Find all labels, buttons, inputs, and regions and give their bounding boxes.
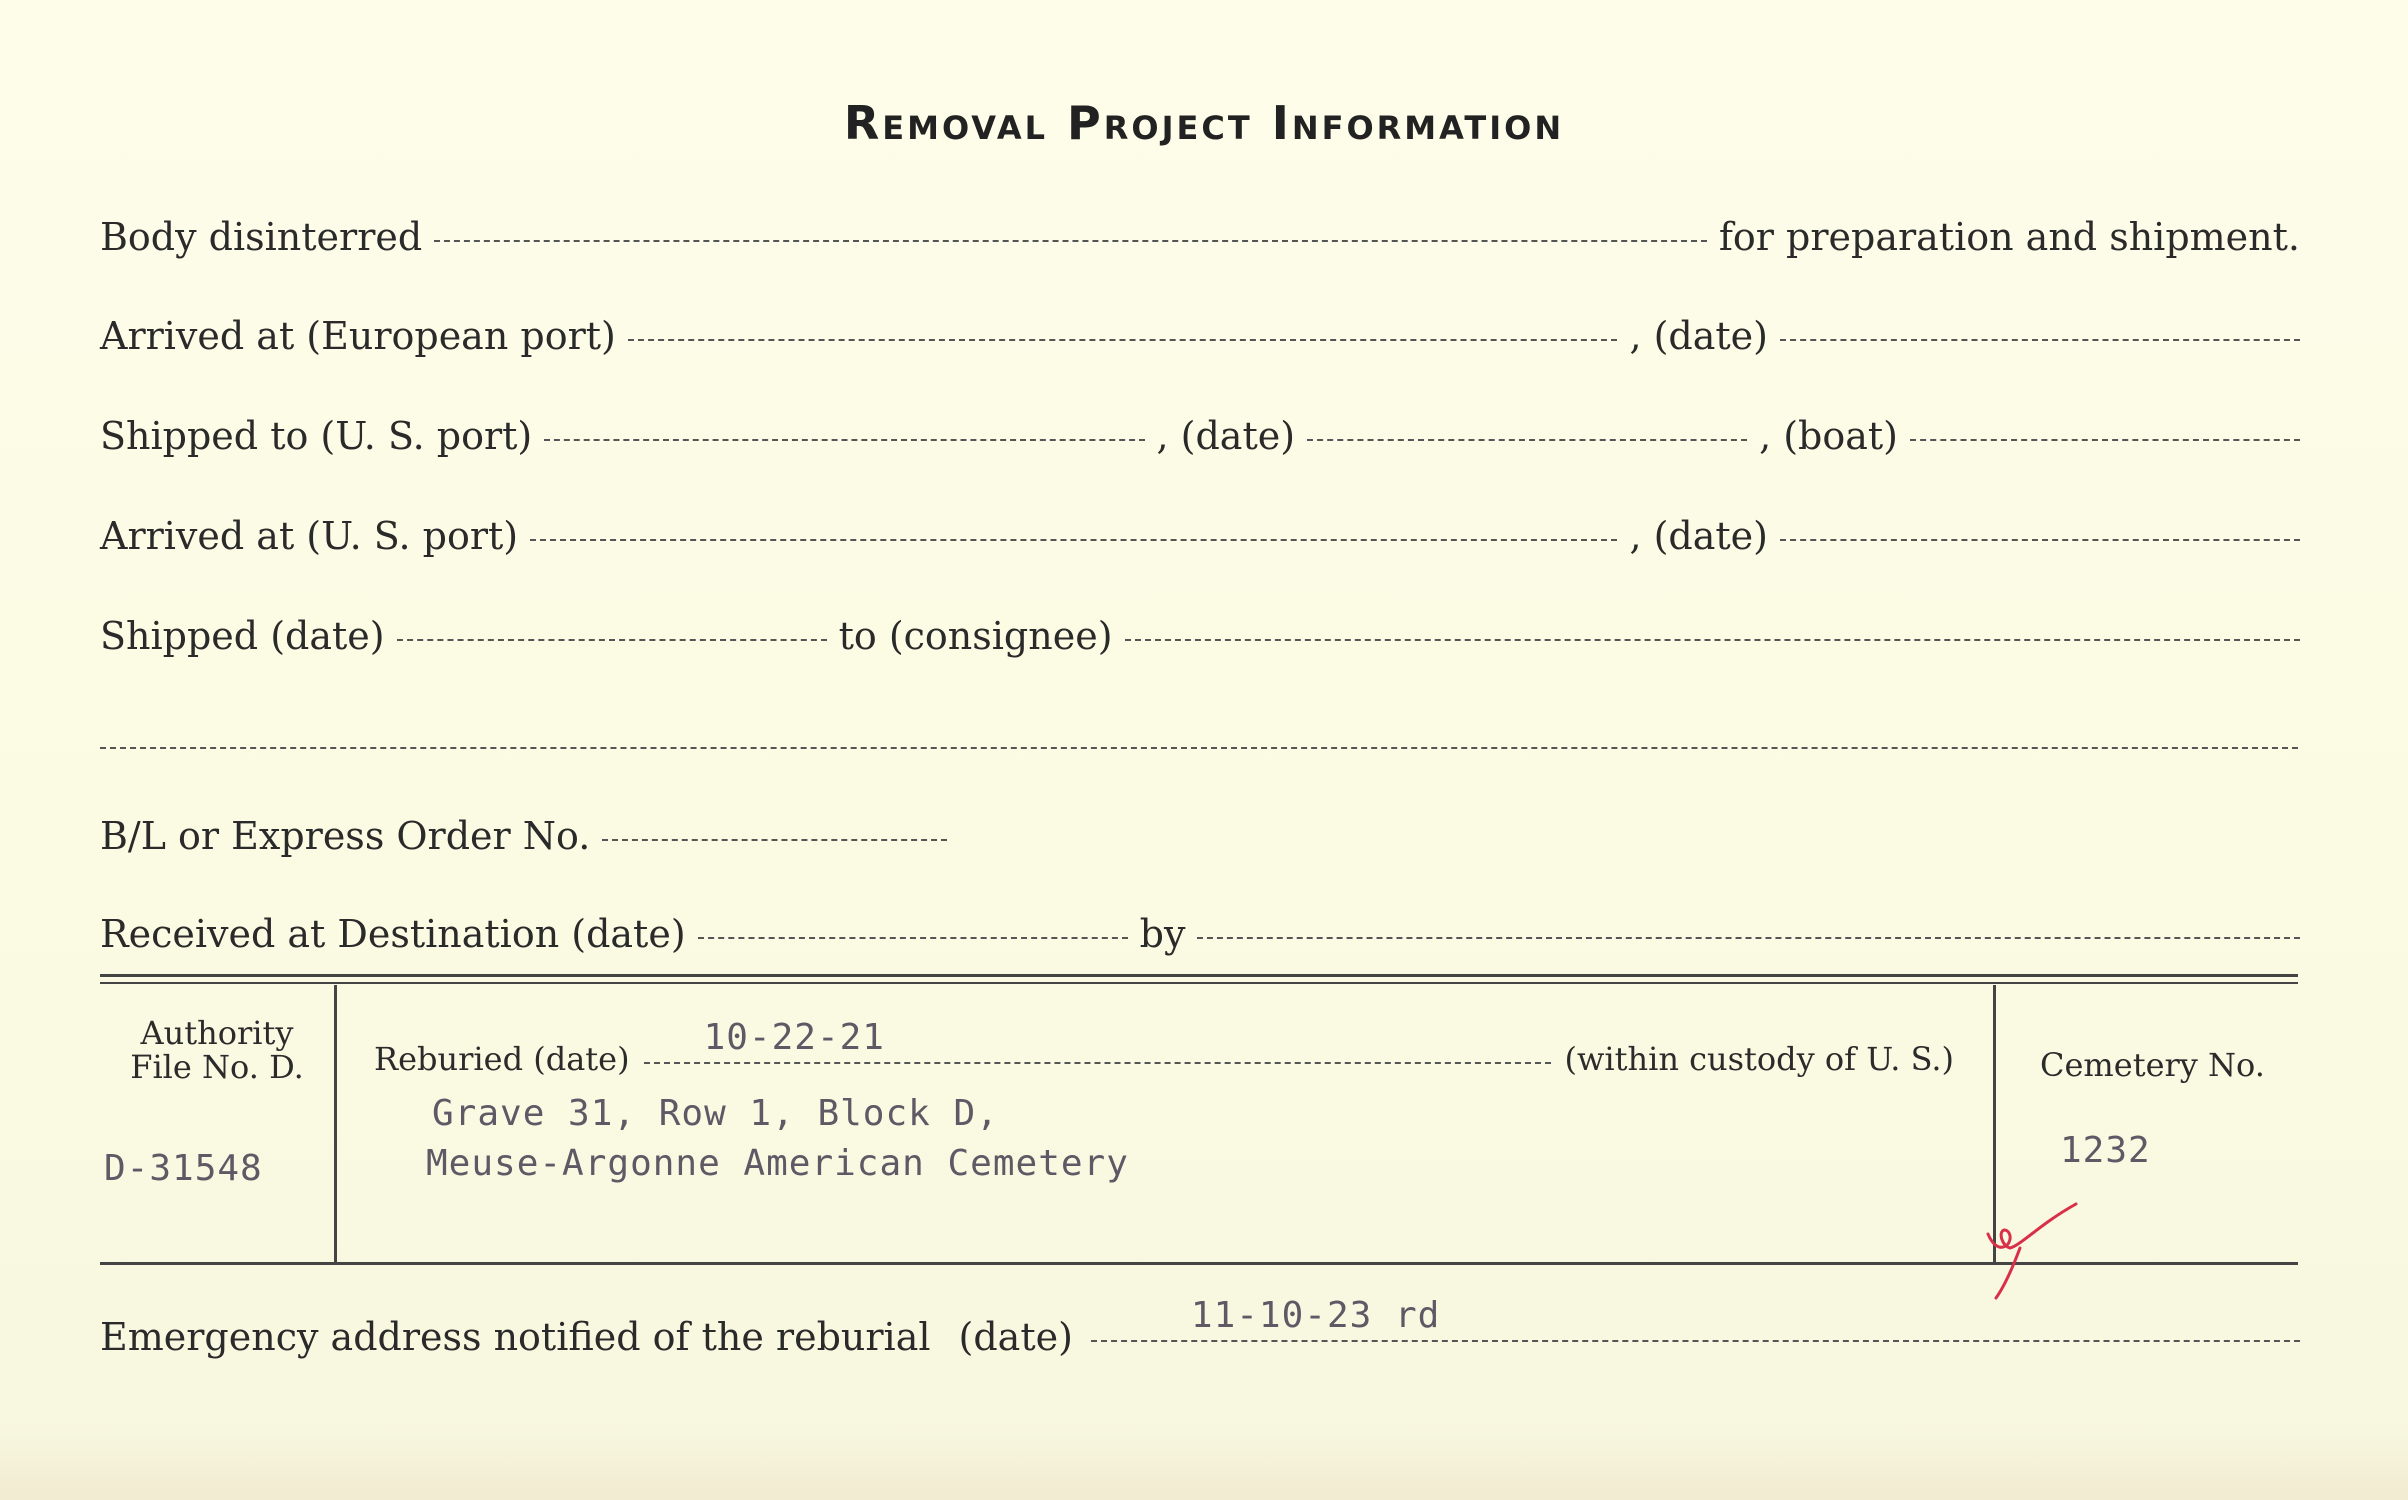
section-rule-top-inner: [100, 982, 2298, 984]
authority-label-line1: Authority: [140, 1014, 294, 1052]
authority-label: [100, 1016, 334, 1084]
arrived-european-date-field: [1780, 339, 2300, 341]
section-rule-top: [100, 974, 2298, 977]
check-mark-icon: [1980, 1200, 2090, 1310]
cemetery-number: 1232: [2060, 1130, 2151, 1171]
emergency-date-label: (date): [958, 1315, 1073, 1359]
shipped-us-row: [100, 414, 2300, 458]
card-title: Removal Project Information: [843, 96, 1565, 150]
arrived-us-date-field: [1780, 539, 2300, 541]
grave-location: Grave 31, Row 1, Block D,: [432, 1093, 999, 1134]
cemetery-number-label: Cemetery No.: [2040, 1046, 2265, 1084]
shipped-us-date-label: , (date): [1156, 414, 1296, 458]
reburied-date: 10-22-21: [703, 1017, 885, 1058]
shipped-date-row: [100, 614, 2300, 658]
shipped-us-label: Shipped to (U. S. port): [100, 414, 533, 458]
bl-order-field: [602, 839, 947, 841]
bl-order-label: B/L or Express Order No.: [100, 814, 591, 858]
shipped-us-port-field: [544, 439, 1144, 441]
shipped-date-field: [397, 639, 827, 641]
custody-label: (within custody of U. S.): [1564, 1040, 1954, 1078]
arrived-european-label: Arrived at (European port): [100, 314, 616, 358]
received-label: Received at Destination (date): [100, 912, 686, 956]
emergency-row: [100, 1295, 2300, 1359]
reburied-row: [374, 1017, 1954, 1078]
emergency-date-field: [1091, 1295, 2300, 1342]
arrived-european-port-field: [628, 339, 1618, 341]
arrived-us-label: Arrived at (U. S. port): [100, 514, 519, 558]
body-disinterred-row: [100, 215, 2300, 259]
authority-label-line2: File No. D.: [130, 1048, 304, 1086]
arrived-european-date-label: , (date): [1629, 314, 1768, 358]
shipped-date-label: Shipped (date): [100, 614, 385, 658]
arrived-us-port-field: [530, 539, 1617, 541]
arrived-us-row: [100, 514, 2300, 558]
received-date-field: [698, 937, 1128, 939]
body-disinterred-label: Body disinterred: [100, 215, 423, 259]
authority-divider: [334, 985, 337, 1262]
reburied-date-field: [644, 1017, 1551, 1064]
received-by-label: by: [1139, 912, 1186, 956]
received-row: [100, 912, 2300, 956]
body-disinterred-suffix: for preparation and shipment.: [1718, 215, 2300, 259]
reburied-label: Reburied (date): [374, 1040, 630, 1078]
bl-order-row: [100, 814, 2300, 858]
authority-file-number: D-31548: [104, 1148, 263, 1189]
consignee-label: to (consignee): [838, 614, 1113, 658]
emergency-date: 11-10-23 rd: [1190, 1295, 1441, 1336]
section-rule-bottom: [100, 1262, 2298, 1265]
shipped-us-boat-label: , (boat): [1759, 414, 1898, 458]
received-by-field: [1197, 937, 2300, 939]
shipped-us-date-field: [1307, 439, 1747, 441]
consignee-field: [1125, 639, 2300, 641]
consignee-continuation-field: [100, 747, 2298, 749]
arrived-us-date-label: , (date): [1629, 514, 1768, 558]
arrived-european-row: [100, 314, 2300, 358]
emergency-label: Emergency address notified of the reburial: [100, 1315, 931, 1359]
cemetery-name: Meuse-Argonne American Cemetery: [426, 1143, 1129, 1184]
shipped-us-boat-field: [1910, 439, 2300, 441]
body-disinterred-field: [434, 240, 1707, 242]
